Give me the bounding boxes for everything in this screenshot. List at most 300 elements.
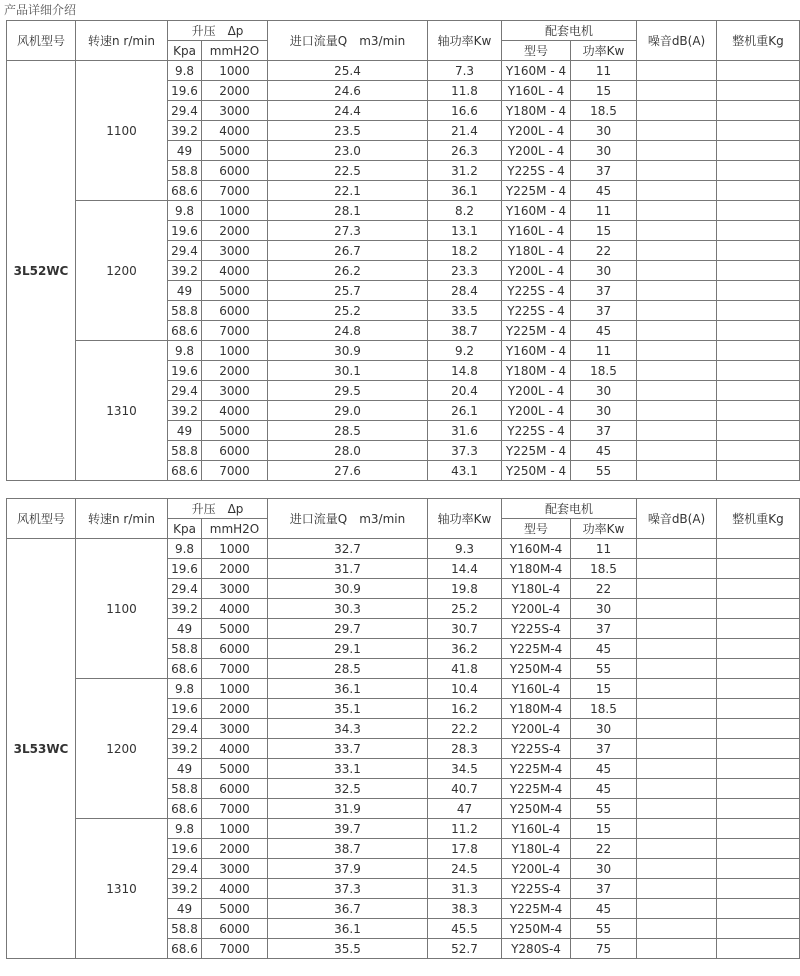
speed-cell: 1310 [76,819,168,959]
speed-cell: 1310 [76,341,168,481]
flow-cell: 24.4 [268,101,428,121]
table-row [7,679,800,699]
motor-model-cell: Y180L - 4 [502,241,571,261]
noise-cell [637,81,717,101]
mmh2o-cell: 5000 [202,421,268,441]
motor-model-cell: Y225M-4 [502,779,571,799]
noise-cell [637,361,717,381]
motor-model-cell: Y160L - 4 [502,221,571,241]
motor-model-cell: Y200L - 4 [502,141,571,161]
kpa-cell: 68.6 [168,659,202,679]
mmh2o-cell: 2000 [202,559,268,579]
weight-cell [717,241,800,261]
kpa-cell: 19.6 [168,221,202,241]
header-noise: 噪音dB(A) [637,21,717,61]
shaft-power-cell: 16.6 [428,101,502,121]
motor-model-cell: Y225M - 4 [502,181,571,201]
mmh2o-cell: 7000 [202,461,268,481]
flow-cell: 34.3 [268,719,428,739]
shaft-power-cell: 26.3 [428,141,502,161]
weight-cell [717,441,800,461]
kpa-cell: 39.2 [168,261,202,281]
flow-cell: 29.5 [268,381,428,401]
flow-cell: 22.1 [268,181,428,201]
header-motor-model: 型号 [502,41,571,61]
kpa-cell: 58.8 [168,639,202,659]
flow-cell: 33.7 [268,739,428,759]
motor-model-cell: Y200L - 4 [502,381,571,401]
flow-cell: 37.3 [268,879,428,899]
kpa-cell: 19.6 [168,839,202,859]
motor-power-cell: 22 [571,579,637,599]
noise-cell [637,599,717,619]
noise-cell [637,939,717,959]
motor-model-cell: Y160M - 4 [502,61,571,81]
mmh2o-cell: 7000 [202,799,268,819]
mmh2o-cell: 6000 [202,919,268,939]
weight-cell [717,61,800,81]
shaft-power-cell: 9.2 [428,341,502,361]
mmh2o-cell: 5000 [202,141,268,161]
motor-power-cell: 15 [571,679,637,699]
header-shaft-power: 轴功率Kw [428,21,502,61]
kpa-cell: 49 [168,421,202,441]
noise-cell [637,799,717,819]
weight-cell [717,859,800,879]
mmh2o-cell: 5000 [202,759,268,779]
kpa-cell: 19.6 [168,361,202,381]
noise-cell [637,819,717,839]
shaft-power-cell: 34.5 [428,759,502,779]
noise-cell [637,441,717,461]
speed-cell: 1100 [76,539,168,679]
table-row [7,201,800,221]
kpa-cell: 29.4 [168,241,202,261]
kpa-cell: 29.4 [168,381,202,401]
kpa-cell: 9.8 [168,539,202,559]
motor-power-cell: 30 [571,599,637,619]
motor-power-cell: 18.5 [571,361,637,381]
shaft-power-cell: 19.8 [428,579,502,599]
mmh2o-cell: 2000 [202,81,268,101]
motor-power-cell: 37 [571,739,637,759]
motor-model-cell: Y225S - 4 [502,281,571,301]
mmh2o-cell: 4000 [202,879,268,899]
shaft-power-cell: 28.3 [428,739,502,759]
mmh2o-cell: 3000 [202,859,268,879]
kpa-cell: 49 [168,759,202,779]
flow-cell: 24.8 [268,321,428,341]
motor-power-cell: 55 [571,799,637,819]
noise-cell [637,381,717,401]
mmh2o-cell: 1000 [202,819,268,839]
shaft-power-cell: 31.2 [428,161,502,181]
motor-model-cell: Y250M-4 [502,659,571,679]
shaft-power-cell: 38.7 [428,321,502,341]
header-noise: 噪音dB(A) [637,499,717,539]
weight-cell [717,381,800,401]
weight-cell [717,739,800,759]
motor-model-cell: Y160M-4 [502,539,571,559]
weight-cell [717,799,800,819]
weight-cell [717,919,800,939]
motor-power-cell: 18.5 [571,699,637,719]
shaft-power-cell: 7.3 [428,61,502,81]
weight-cell [717,599,800,619]
mmh2o-cell: 5000 [202,899,268,919]
weight-cell [717,619,800,639]
kpa-cell: 9.8 [168,61,202,81]
flow-cell: 31.9 [268,799,428,819]
flow-cell: 30.9 [268,341,428,361]
flow-cell: 22.5 [268,161,428,181]
motor-power-cell: 30 [571,401,637,421]
motor-model-cell: Y180M - 4 [502,361,571,381]
noise-cell [637,221,717,241]
kpa-cell: 58.8 [168,161,202,181]
header-weight: 整机重Kg [717,499,800,539]
flow-cell: 25.2 [268,301,428,321]
shaft-power-cell: 28.4 [428,281,502,301]
motor-power-cell: 45 [571,779,637,799]
flow-cell: 25.7 [268,281,428,301]
mmh2o-cell: 1000 [202,201,268,221]
flow-cell: 27.3 [268,221,428,241]
shaft-power-cell: 14.4 [428,559,502,579]
weight-cell [717,559,800,579]
noise-cell [637,699,717,719]
shaft-power-cell: 11.2 [428,819,502,839]
weight-cell [717,719,800,739]
motor-model-cell: Y200L - 4 [502,401,571,421]
kpa-cell: 29.4 [168,719,202,739]
flow-cell: 25.4 [268,61,428,81]
kpa-cell: 68.6 [168,461,202,481]
motor-power-cell: 55 [571,919,637,939]
mmh2o-cell: 1000 [202,341,268,361]
shaft-power-cell: 26.1 [428,401,502,421]
shaft-power-cell: 9.3 [428,539,502,559]
flow-cell: 31.7 [268,559,428,579]
noise-cell [637,839,717,859]
mmh2o-cell: 6000 [202,441,268,461]
noise-cell [637,321,717,341]
mmh2o-cell: 2000 [202,839,268,859]
table-row [7,341,800,361]
shaft-power-cell: 31.6 [428,421,502,441]
flow-cell: 39.7 [268,819,428,839]
kpa-cell: 58.8 [168,441,202,461]
motor-power-cell: 55 [571,659,637,679]
noise-cell [637,779,717,799]
motor-model-cell: Y225M-4 [502,639,571,659]
motor-model-cell: Y180M-4 [502,559,571,579]
weight-cell [717,301,800,321]
kpa-cell: 68.6 [168,799,202,819]
header-kpa: Kpa [168,519,202,539]
kpa-cell: 68.6 [168,181,202,201]
weight-cell [717,221,800,241]
motor-model-cell: Y250M-4 [502,799,571,819]
mmh2o-cell: 2000 [202,361,268,381]
noise-cell [637,859,717,879]
header-shaft-power: 轴功率Kw [428,499,502,539]
header-flow: 进口流量Q m3/min [268,21,428,61]
kpa-cell: 39.2 [168,739,202,759]
mmh2o-cell: 4000 [202,121,268,141]
motor-power-cell: 45 [571,441,637,461]
shaft-power-cell: 16.2 [428,699,502,719]
header-mmh2o: mmH2O [202,41,268,61]
flow-cell: 30.9 [268,579,428,599]
kpa-cell: 49 [168,141,202,161]
kpa-cell: 58.8 [168,779,202,799]
shaft-power-cell: 23.3 [428,261,502,281]
speed-cell: 1100 [76,61,168,201]
motor-power-cell: 37 [571,281,637,301]
mmh2o-cell: 1000 [202,539,268,559]
header-row [7,499,800,519]
motor-model-cell: Y225S - 4 [502,421,571,441]
mmh2o-cell: 2000 [202,221,268,241]
motor-power-cell: 15 [571,819,637,839]
shaft-power-cell: 36.1 [428,181,502,201]
noise-cell [637,719,717,739]
shaft-power-cell: 52.7 [428,939,502,959]
motor-power-cell: 18.5 [571,101,637,121]
motor-model-cell: Y160L - 4 [502,81,571,101]
motor-model-cell: Y250M - 4 [502,461,571,481]
noise-cell [637,461,717,481]
shaft-power-cell: 17.8 [428,839,502,859]
page-title: 产品详细介绍 [4,3,77,17]
shaft-power-cell: 31.3 [428,879,502,899]
header-motor: 配套电机 [502,21,637,41]
flow-cell: 29.0 [268,401,428,421]
noise-cell [637,659,717,679]
flow-cell: 30.3 [268,599,428,619]
weight-cell [717,779,800,799]
motor-power-cell: 30 [571,381,637,401]
shaft-power-cell: 38.3 [428,899,502,919]
motor-model-cell: Y200L - 4 [502,121,571,141]
spec-table-2 [6,498,800,959]
motor-model-cell: Y160L-4 [502,679,571,699]
kpa-cell: 9.8 [168,341,202,361]
kpa-cell: 58.8 [168,919,202,939]
mmh2o-cell: 6000 [202,301,268,321]
weight-cell [717,579,800,599]
mmh2o-cell: 2000 [202,699,268,719]
mmh2o-cell: 4000 [202,401,268,421]
header-kpa: Kpa [168,41,202,61]
weight-cell [717,121,800,141]
speed-cell: 1200 [76,201,168,341]
kpa-cell: 39.2 [168,401,202,421]
flow-cell: 28.5 [268,659,428,679]
shaft-power-cell: 33.5 [428,301,502,321]
shaft-power-cell: 37.3 [428,441,502,461]
shaft-power-cell: 10.4 [428,679,502,699]
header-fan-model: 风机型号 [7,21,76,61]
motor-model-cell: Y225S-4 [502,879,571,899]
motor-model-cell: Y225S-4 [502,739,571,759]
shaft-power-cell: 14.8 [428,361,502,381]
motor-model-cell: Y180L-4 [502,839,571,859]
flow-cell: 36.1 [268,919,428,939]
noise-cell [637,879,717,899]
weight-cell [717,659,800,679]
motor-model-cell: Y225M-4 [502,899,571,919]
shaft-power-cell: 11.8 [428,81,502,101]
motor-power-cell: 30 [571,261,637,281]
kpa-cell: 39.2 [168,599,202,619]
header-row [7,21,800,41]
noise-cell [637,201,717,221]
kpa-cell: 68.6 [168,939,202,959]
shaft-power-cell: 30.7 [428,619,502,639]
flow-cell: 24.6 [268,81,428,101]
noise-cell [637,261,717,281]
mmh2o-cell: 4000 [202,261,268,281]
weight-cell [717,201,800,221]
mmh2o-cell: 7000 [202,659,268,679]
flow-cell: 38.7 [268,839,428,859]
weight-cell [717,699,800,719]
motor-power-cell: 22 [571,241,637,261]
flow-cell: 32.7 [268,539,428,559]
shaft-power-cell: 45.5 [428,919,502,939]
motor-model-cell: Y200L-4 [502,599,571,619]
noise-cell [637,559,717,579]
weight-cell [717,181,800,201]
kpa-cell: 9.8 [168,679,202,699]
motor-model-cell: Y160M - 4 [502,201,571,221]
weight-cell [717,321,800,341]
header-weight: 整机重Kg [717,21,800,61]
mmh2o-cell: 4000 [202,739,268,759]
mmh2o-cell: 3000 [202,101,268,121]
mmh2o-cell: 3000 [202,579,268,599]
shaft-power-cell: 22.2 [428,719,502,739]
kpa-cell: 49 [168,281,202,301]
motor-model-cell: Y225M - 4 [502,441,571,461]
motor-model-cell: Y180M-4 [502,699,571,719]
motor-power-cell: 37 [571,301,637,321]
header-motor-power: 功率Kw [571,519,637,539]
shaft-power-cell: 41.8 [428,659,502,679]
shaft-power-cell: 18.2 [428,241,502,261]
flow-cell: 23.0 [268,141,428,161]
kpa-cell: 39.2 [168,121,202,141]
weight-cell [717,361,800,381]
weight-cell [717,421,800,441]
shaft-power-cell: 8.2 [428,201,502,221]
header-fan-model: 风机型号 [7,499,76,539]
header-speed: 转速n r/min [76,21,168,61]
noise-cell [637,61,717,81]
header-pressure: 升压 Δp [168,21,268,41]
noise-cell [637,101,717,121]
motor-model-cell: Y200L-4 [502,859,571,879]
header-motor: 配套电机 [502,499,637,519]
flow-cell: 35.1 [268,699,428,719]
flow-cell: 23.5 [268,121,428,141]
mmh2o-cell: 4000 [202,599,268,619]
mmh2o-cell: 7000 [202,939,268,959]
motor-model-cell: Y225M-4 [502,759,571,779]
weight-cell [717,161,800,181]
motor-power-cell: 30 [571,141,637,161]
motor-model-cell: Y225S-4 [502,619,571,639]
fan-model-cell: 3L53WC [7,539,76,959]
weight-cell [717,401,800,421]
table-row [7,819,800,839]
motor-power-cell: 15 [571,221,637,241]
kpa-cell: 49 [168,899,202,919]
motor-power-cell: 45 [571,899,637,919]
weight-cell [717,679,800,699]
flow-cell: 28.1 [268,201,428,221]
motor-power-cell: 45 [571,759,637,779]
shaft-power-cell: 20.4 [428,381,502,401]
kpa-cell: 19.6 [168,699,202,719]
noise-cell [637,739,717,759]
shaft-power-cell: 13.1 [428,221,502,241]
noise-cell [637,141,717,161]
shaft-power-cell: 43.1 [428,461,502,481]
flow-cell: 35.5 [268,939,428,959]
noise-cell [637,919,717,939]
motor-power-cell: 45 [571,181,637,201]
kpa-cell: 49 [168,619,202,639]
motor-model-cell: Y280S-4 [502,939,571,959]
mmh2o-cell: 6000 [202,161,268,181]
kpa-cell: 39.2 [168,879,202,899]
mmh2o-cell: 7000 [202,321,268,341]
header-speed: 转速n r/min [76,499,168,539]
noise-cell [637,241,717,261]
weight-cell [717,539,800,559]
mmh2o-cell: 5000 [202,281,268,301]
weight-cell [717,461,800,481]
flow-cell: 36.1 [268,679,428,699]
weight-cell [717,281,800,301]
weight-cell [717,101,800,121]
table-row [7,539,800,559]
kpa-cell: 9.8 [168,201,202,221]
motor-power-cell: 22 [571,839,637,859]
motor-power-cell: 37 [571,421,637,441]
noise-cell [637,401,717,421]
kpa-cell: 19.6 [168,559,202,579]
noise-cell [637,679,717,699]
motor-model-cell: Y250M-4 [502,919,571,939]
kpa-cell: 29.4 [168,579,202,599]
weight-cell [717,639,800,659]
motor-power-cell: 45 [571,639,637,659]
header-motor-model: 型号 [502,519,571,539]
flow-cell: 29.7 [268,619,428,639]
motor-power-cell: 30 [571,859,637,879]
motor-model-cell: Y200L-4 [502,719,571,739]
mmh2o-cell: 7000 [202,181,268,201]
shaft-power-cell: 25.2 [428,599,502,619]
motor-power-cell: 75 [571,939,637,959]
noise-cell [637,121,717,141]
motor-model-cell: Y180M - 4 [502,101,571,121]
flow-cell: 27.6 [268,461,428,481]
